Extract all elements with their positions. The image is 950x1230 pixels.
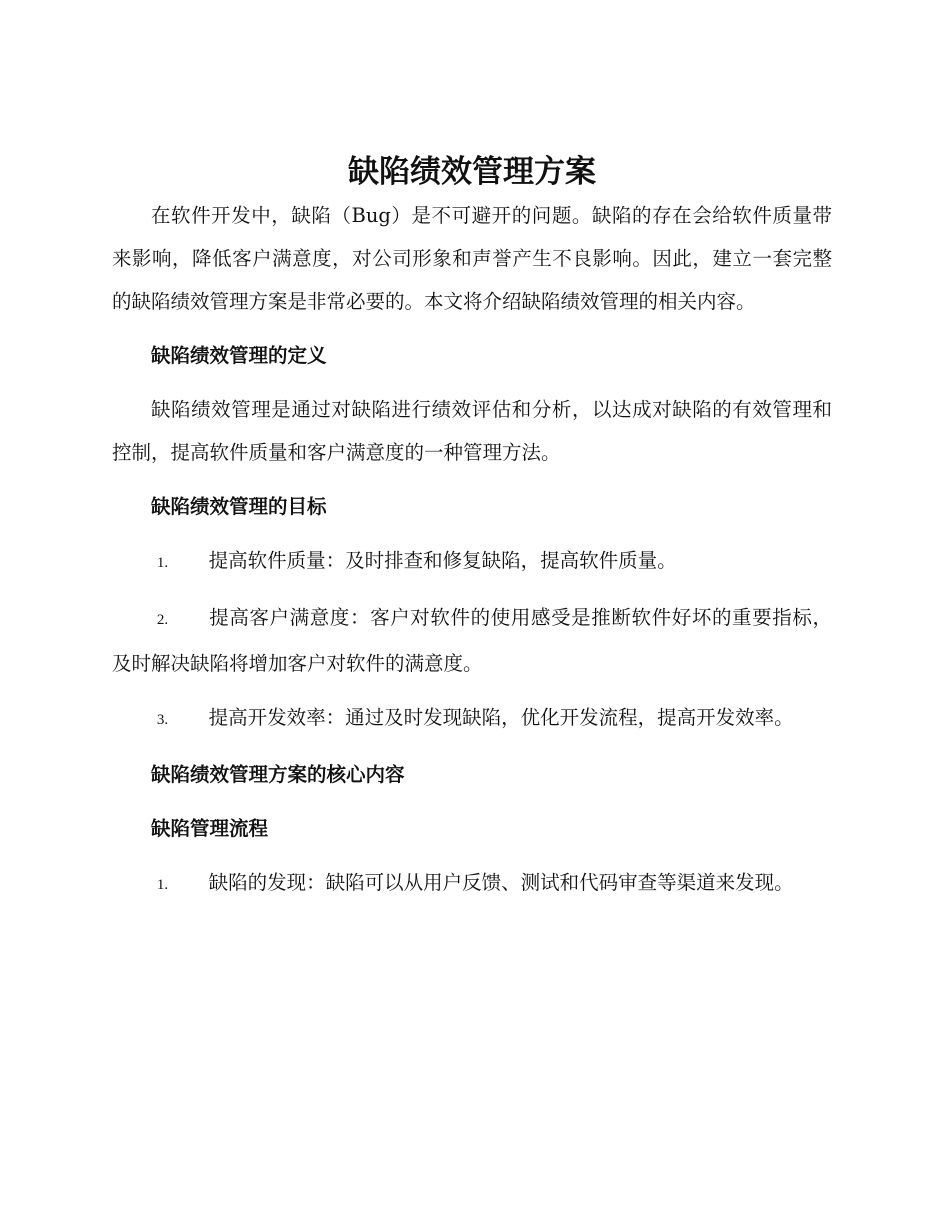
goal-item-text: 提高开发效率：通过及时发现缺陷，优化开发流程，提高开发效率。	[208, 706, 794, 729]
process-item	[112, 861, 832, 907]
definition-heading: 缺陷绩效管理的定义	[151, 344, 327, 367]
goal-item	[112, 696, 832, 742]
core-content-heading: 缺陷绩效管理方案的核心内容	[151, 763, 405, 786]
definition-paragraph: 缺陷绩效管理是通过对缺陷进行绩效评估和分析，以达成对缺陷的有效管理和控制，提高软件质量和客户满意度的一种管理方法。	[112, 398, 832, 464]
process-item-text: 缺陷的发现：缺陷可以从用户反馈、测试和代码审查等渠道来发现。	[208, 871, 794, 894]
process-item-number: 1.	[156, 877, 169, 893]
goal-item-number: 3.	[156, 712, 169, 728]
goals-heading: 缺陷绩效管理的目标	[151, 495, 327, 518]
goal-item-text: 提高客户满意度：客户对软件的使用感受是推断软件好坏的重要指标，及时解决缺陷将增加客户对软件的满意度。	[112, 606, 832, 675]
goal-item	[112, 596, 832, 685]
goal-item-number: 1.	[156, 555, 169, 571]
document-body	[112, 150, 832, 907]
goal-item-number: 2.	[156, 612, 169, 628]
goal-item	[112, 539, 832, 585]
goal-item-text: 提高软件质量：及时排查和修复缺陷，提高软件质量。	[208, 549, 677, 572]
document-title: 缺陷绩效管理方案	[348, 154, 596, 190]
intro-paragraph: 在软件开发中，缺陷（Bug）是不可避开的问题。缺陷的存在会给软件质量带来影响，降低客户满意度，对公司形象和声誉产生不良影响。因此，建立一套完整的缺陷绩效管理方案是非常必要的。本文将介绍缺陷绩效管理的相关内容。	[112, 204, 832, 313]
process-heading: 缺陷管理流程	[151, 817, 269, 840]
